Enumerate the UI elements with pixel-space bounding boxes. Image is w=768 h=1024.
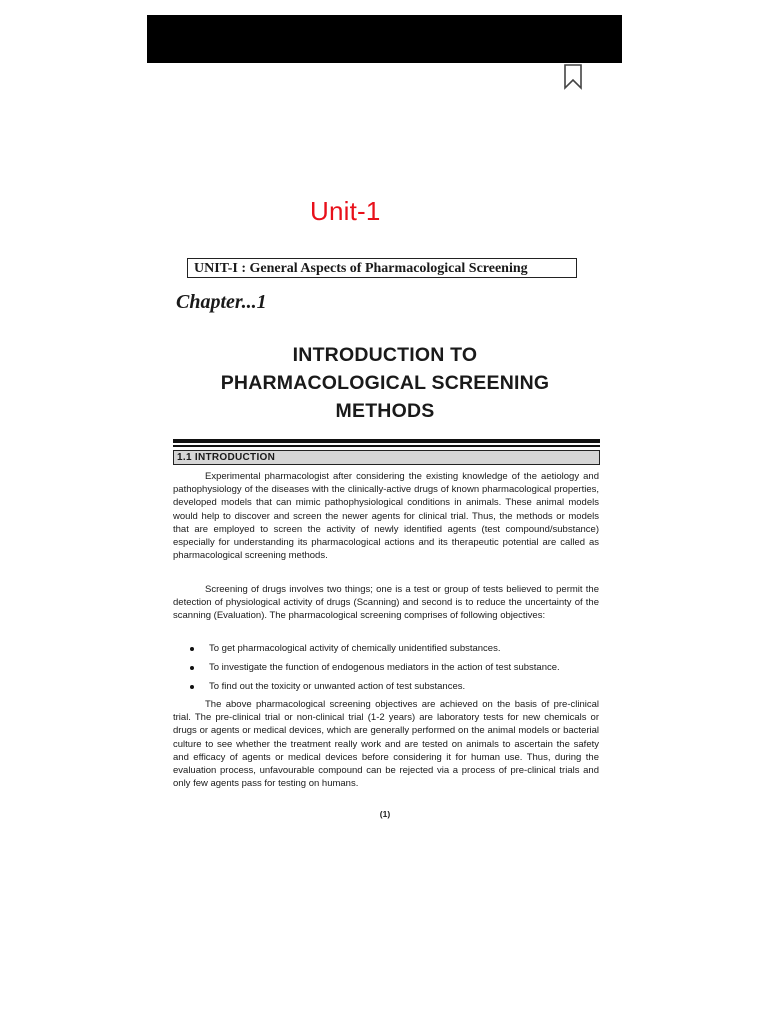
list-item-text: To get pharmacological activity of chemically unidentified substances.: [209, 643, 501, 654]
bookmark-icon[interactable]: [563, 64, 583, 90]
list-item: [188, 642, 598, 661]
bullet-icon: [190, 685, 194, 689]
bullet-icon: [190, 666, 194, 670]
list-item: [188, 680, 598, 699]
paragraph-2: Screening of drugs involves two things; one is a test or group of tests believed to permit the detection of physiological activity of drugs (Scanning) and second is to reduce the uncertainty of the scanning (Evaluation). The pharmacological screening comprises of following objectives:: [173, 584, 599, 622]
paragraph-1: Experimental pharmacologist after considering the existing knowledge of the aetiology and pathophysiology of the diseases with the clinically-active drugs of known pharmacological properties, developed models that can mimic pathophysiological conditions in animals. These animal models would help to discover and screen the newer agents for clinical trial. Thus, the methods or models that are employed to screen the activity of newly identified agents (test compound/substance) especially for understanding its pharmacological actions and its therapeutic potential are called as pharmacological screening methods.: [173, 471, 599, 562]
divider-thin: [173, 445, 600, 447]
chapter-title-line-3: METHODS: [335, 400, 435, 422]
chapter-title: [160, 341, 610, 425]
chapter-title-line-2: PHARMACOLOGICAL SCREENING: [220, 372, 550, 394]
list-item-text: To investigate the function of endogenous mediators in the action of test substance.: [209, 662, 560, 673]
unit-heading: Unit-1: [310, 196, 381, 226]
top-black-bar: [147, 15, 622, 63]
chapter-label: Chapter...1: [176, 291, 267, 313]
paragraph-3: The above pharmacological screening objectives are achieved on the basis of pre-clinical trial. The pre-clinical trial or non-clinical trial (1-2 years) are laboratory tests for new chemicals or drugs or agents or medical devices, which are generally performed on the animal models or bacterial culture to see whether the treatment really work and are tested on animals to ascertain the safety and efficacy of agents or medical devices before considering it for human use. Thus, during the evaluation process, unfavourable compound can be rejected via a process of pre-clinical trials and only few agents pass for testing on humans.: [173, 699, 599, 790]
section-heading: 1.1 INTRODUCTION: [173, 450, 600, 465]
unit-title-box: UNIT-I : General Aspects of Pharmacological Screening: [187, 258, 577, 278]
chapter-title-line-1: INTRODUCTION TO: [292, 344, 478, 366]
objectives-list: [188, 642, 598, 699]
list-item: [188, 661, 598, 680]
list-item-text: To find out the toxicity or unwanted action of test substances.: [209, 681, 466, 692]
divider-thick: [173, 439, 600, 443]
bullet-icon: [190, 647, 194, 651]
page-number: (1): [379, 809, 391, 819]
